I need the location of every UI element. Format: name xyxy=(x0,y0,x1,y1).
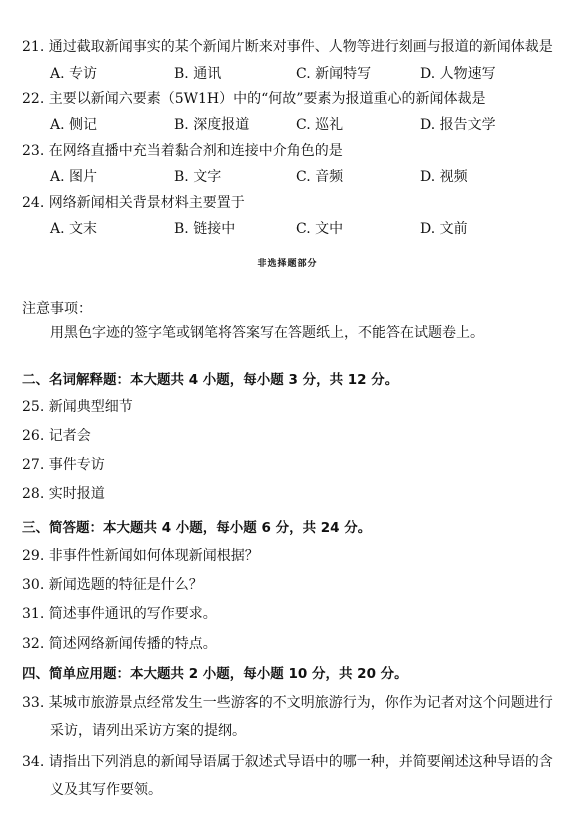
question-text: 简述事件通讯的写作要求。 xyxy=(48,606,217,622)
question-number: 31. xyxy=(22,606,45,622)
section-heading: 三、简答题：本大题共 4 小题，每小题 6 分，共 24 分。 xyxy=(22,520,372,536)
question-23 xyxy=(22,140,343,160)
question-33-continued: 采访，请列出采访方案的提纲。 xyxy=(50,723,246,739)
question-27 xyxy=(22,454,105,474)
option-d: D. 文前 xyxy=(420,221,468,237)
option-c: C. 新闻特写 xyxy=(296,66,372,82)
question-number: 30. xyxy=(22,577,45,593)
question-number: 34. xyxy=(22,754,45,770)
option-d: D. 人物速写 xyxy=(420,66,496,82)
option-d: D. 报告文学 xyxy=(420,117,496,133)
option-c: C. 音频 xyxy=(296,169,344,185)
question-33 xyxy=(22,692,553,712)
option-b: B. 文字 xyxy=(174,169,222,185)
option-b: B. 链接中 xyxy=(174,221,236,237)
option-a: A. 专访 xyxy=(50,66,98,82)
question-number: 32. xyxy=(22,636,45,652)
question-text: 简述网络新闻传播的特点。 xyxy=(48,636,217,652)
section-heading: 二、名词解释题：本大题共 4 小题，每小题 3 分，共 12 分。 xyxy=(22,372,399,388)
option-a: A. 侧记 xyxy=(50,117,98,133)
question-text: 网络新闻相关背景材料主要置于 xyxy=(48,195,245,211)
notice-heading: 注意事项： xyxy=(22,301,92,317)
option-c: C. 巡礼 xyxy=(296,117,344,133)
option-a: A. 文末 xyxy=(50,221,98,237)
question-number: 24. xyxy=(22,195,45,211)
question-text: 通过截取新闻事实的某个新闻片断来对事件、人物等进行刻画与报道的新闻体裁是 xyxy=(48,39,553,55)
question-number: 23. xyxy=(22,143,45,159)
question-text-line1: 某城市旅游景点经常发生一些游客的不文明旅游行为，你作为记者对这个问题进行 xyxy=(48,695,553,711)
question-24 xyxy=(22,192,245,212)
question-text: 记者会 xyxy=(48,428,91,444)
notice-text: 用黑色字迹的签字笔或钢笔将答案写在答题纸上，不能答在试题卷上。 xyxy=(50,325,484,341)
question-number: 22. xyxy=(22,91,45,107)
question-34 xyxy=(22,751,553,771)
question-text-line1: 请指出下列消息的新闻导语属于叙述式导语中的哪一种，并简要阐述这种导语的含 xyxy=(48,754,553,770)
question-number: 33. xyxy=(22,695,45,711)
question-21 xyxy=(22,36,553,56)
question-number: 27. xyxy=(22,457,45,473)
question-text: 新闻选题的特征是什么？ xyxy=(48,577,203,593)
question-text: 在网络直播中充当着黏合剂和连接中介角色的是 xyxy=(48,143,343,159)
section-heading: 四、简单应用题：本大题共 2 小题，每小题 10 分，共 20 分。 xyxy=(22,666,408,682)
question-number: 21. xyxy=(22,39,45,55)
question-30 xyxy=(22,574,203,594)
question-29 xyxy=(22,545,259,565)
question-31 xyxy=(22,603,217,623)
option-a: A. 图片 xyxy=(50,169,98,185)
question-34-continued: 义及其写作要领。 xyxy=(50,782,162,798)
question-text: 主要以新闻六要素（5W1H）中的“何故”要素为报道重心的新闻体裁是 xyxy=(48,91,486,107)
question-text: 新闻典型细节 xyxy=(48,399,133,415)
question-number: 28. xyxy=(22,486,45,502)
option-d: D. 视频 xyxy=(420,169,468,185)
option-c: C. 文中 xyxy=(296,221,344,237)
question-22 xyxy=(22,88,485,108)
option-b: B. 深度报道 xyxy=(174,117,250,133)
option-b: B. 通讯 xyxy=(174,66,222,82)
question-text: 非事件性新闻如何体现新闻根据？ xyxy=(48,548,259,564)
question-32 xyxy=(22,633,217,653)
question-text: 事件专访 xyxy=(48,457,105,473)
question-26 xyxy=(22,425,91,445)
question-28 xyxy=(22,483,105,503)
question-number: 29. xyxy=(22,548,45,564)
part-title: 非选择题部分 xyxy=(257,259,318,269)
question-number: 26. xyxy=(22,428,45,444)
question-25 xyxy=(22,396,133,416)
question-number: 25. xyxy=(22,399,45,415)
question-text: 实时报道 xyxy=(48,486,105,502)
